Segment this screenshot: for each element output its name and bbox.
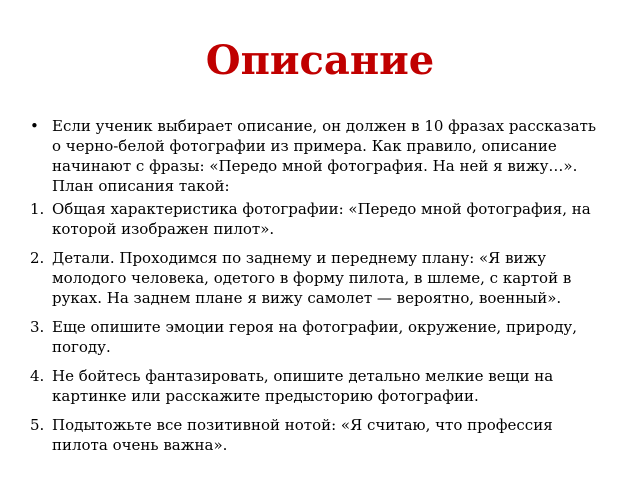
plan-step-4 (0, 366, 610, 406)
step-number: 5. (30, 416, 45, 434)
slide-content (0, 116, 610, 464)
bullet-marker: • (30, 117, 39, 135)
slide-title: Описание (205, 37, 435, 84)
step-text: Общая характеристика фотографии: «Передо мной фотография, на которой изображен пилот». (52, 200, 591, 238)
step-number: 4. (30, 367, 45, 385)
step-number: 3. (30, 318, 45, 336)
plan-step-2 (0, 248, 610, 308)
plan-step-1 (0, 199, 610, 239)
plan-step-3 (0, 317, 610, 357)
step-text: Еще опишите эмоции героя на фотографии, окружение, природу, погоду. (52, 318, 578, 356)
intro-text: Если ученик выбирает описание, он должен в 10 фразах рассказать о черно-белой фотографии из примера. Как правило, описание начинают с фразы: «Передо мной фотография. На ней я вижу…». План описания такой: (52, 117, 597, 195)
step-text: Подытожьте все позитивной нотой: «Я считаю, что профессия пилота очень важна». (52, 416, 553, 454)
step-text: Не бойтесь фантазировать, опишите детально мелкие вещи на картинке или расскажите предысторию фотографии. (52, 367, 554, 405)
step-text: Детали. Проходимся по заднему и переднему плану: «Я вижу молодого человека, одетого в форму пилота, в шлеме, с картой в руках. На заднем плане я вижу самолет — вероятно, военный». (52, 249, 572, 307)
intro-paragraph (0, 116, 610, 196)
plan-step-5 (0, 415, 610, 455)
step-number: 2. (30, 249, 45, 267)
step-number: 1. (30, 200, 45, 218)
